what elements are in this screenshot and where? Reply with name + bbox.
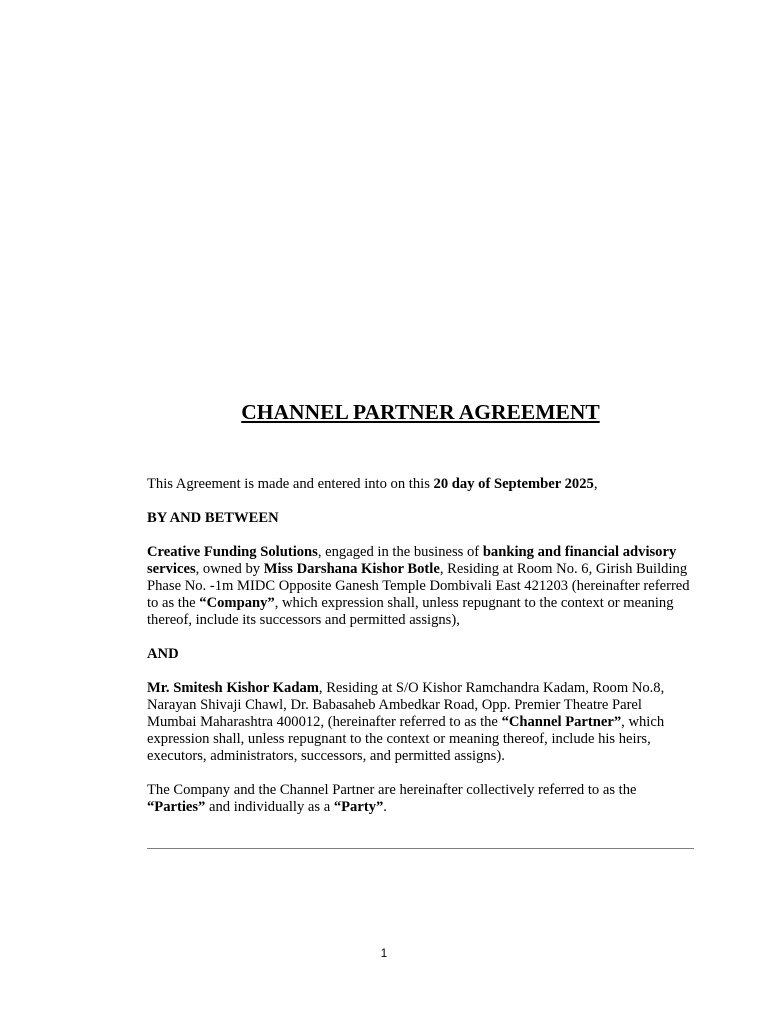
parties-text-3: . [383,799,387,815]
company-name: Creative Funding Solutions [147,544,318,560]
partner-text-2: , which expression shall, unless repugnant to the context or meaning thereof, include his heirs, executors, administrators, successors, and permitted assigns). [147,714,665,764]
company-text-4: , which expression shall, unless repugnant to the context or meaning thereof, include its successors and permitted assigns), [147,595,674,628]
intro-paragraph [147,476,694,493]
agreement-body [147,476,694,833]
partner-name: Mr. Smitesh Kishor Kadam [147,680,319,696]
partner-text-1: , Residing at S/O Kishor Ramchandra Kadam, Room No.8, Narayan Shivaji Chawl, Dr. Babasaheb Ambedkar Road, Opp. Premier Theatre Parel Mumbai Maharashtra 400012, (hereinafter referred to as the [147,680,665,730]
company-owner: Miss Darshana Kishor Botle [263,561,440,577]
parties-text-2: and individually as a [205,799,334,815]
company-term: “Company” [199,595,275,611]
agreement-date: 20 day of September 2025 [433,476,594,492]
horizontal-divider [147,848,694,849]
company-text-3: , Residing at Room No. 6, Girish Building Phase No. -1m MIDC Opposite Ganesh Temple Dombivali East 421203 (hereinafter referred to as the [147,561,690,611]
parties-term: “Parties” [147,799,206,815]
by-and-between-heading [147,510,694,527]
company-paragraph [147,544,694,629]
partner-paragraph [147,680,694,765]
intro-text: This Agreement is made and entered into on this [147,476,434,492]
parties-paragraph [147,782,694,816]
company-text-2: , owned by [195,561,264,577]
party-term: “Party” [333,799,384,815]
page-number: 1 [380,948,388,960]
by-and-between-text: BY AND BETWEEN [147,510,279,526]
parties-text-1: The Company and the Channel Partner are hereinafter collectively referred to as the [147,782,637,798]
intro-end: , [593,476,598,492]
and-text: AND [147,646,179,662]
company-business: banking and financial advisory services [147,544,677,577]
company-text-1: , engaged in the business of [317,544,483,560]
document-title: CHANNEL PARTNER AGREEMENT [241,400,600,424]
partner-term: “Channel Partner” [501,714,622,730]
and-heading [147,646,694,663]
